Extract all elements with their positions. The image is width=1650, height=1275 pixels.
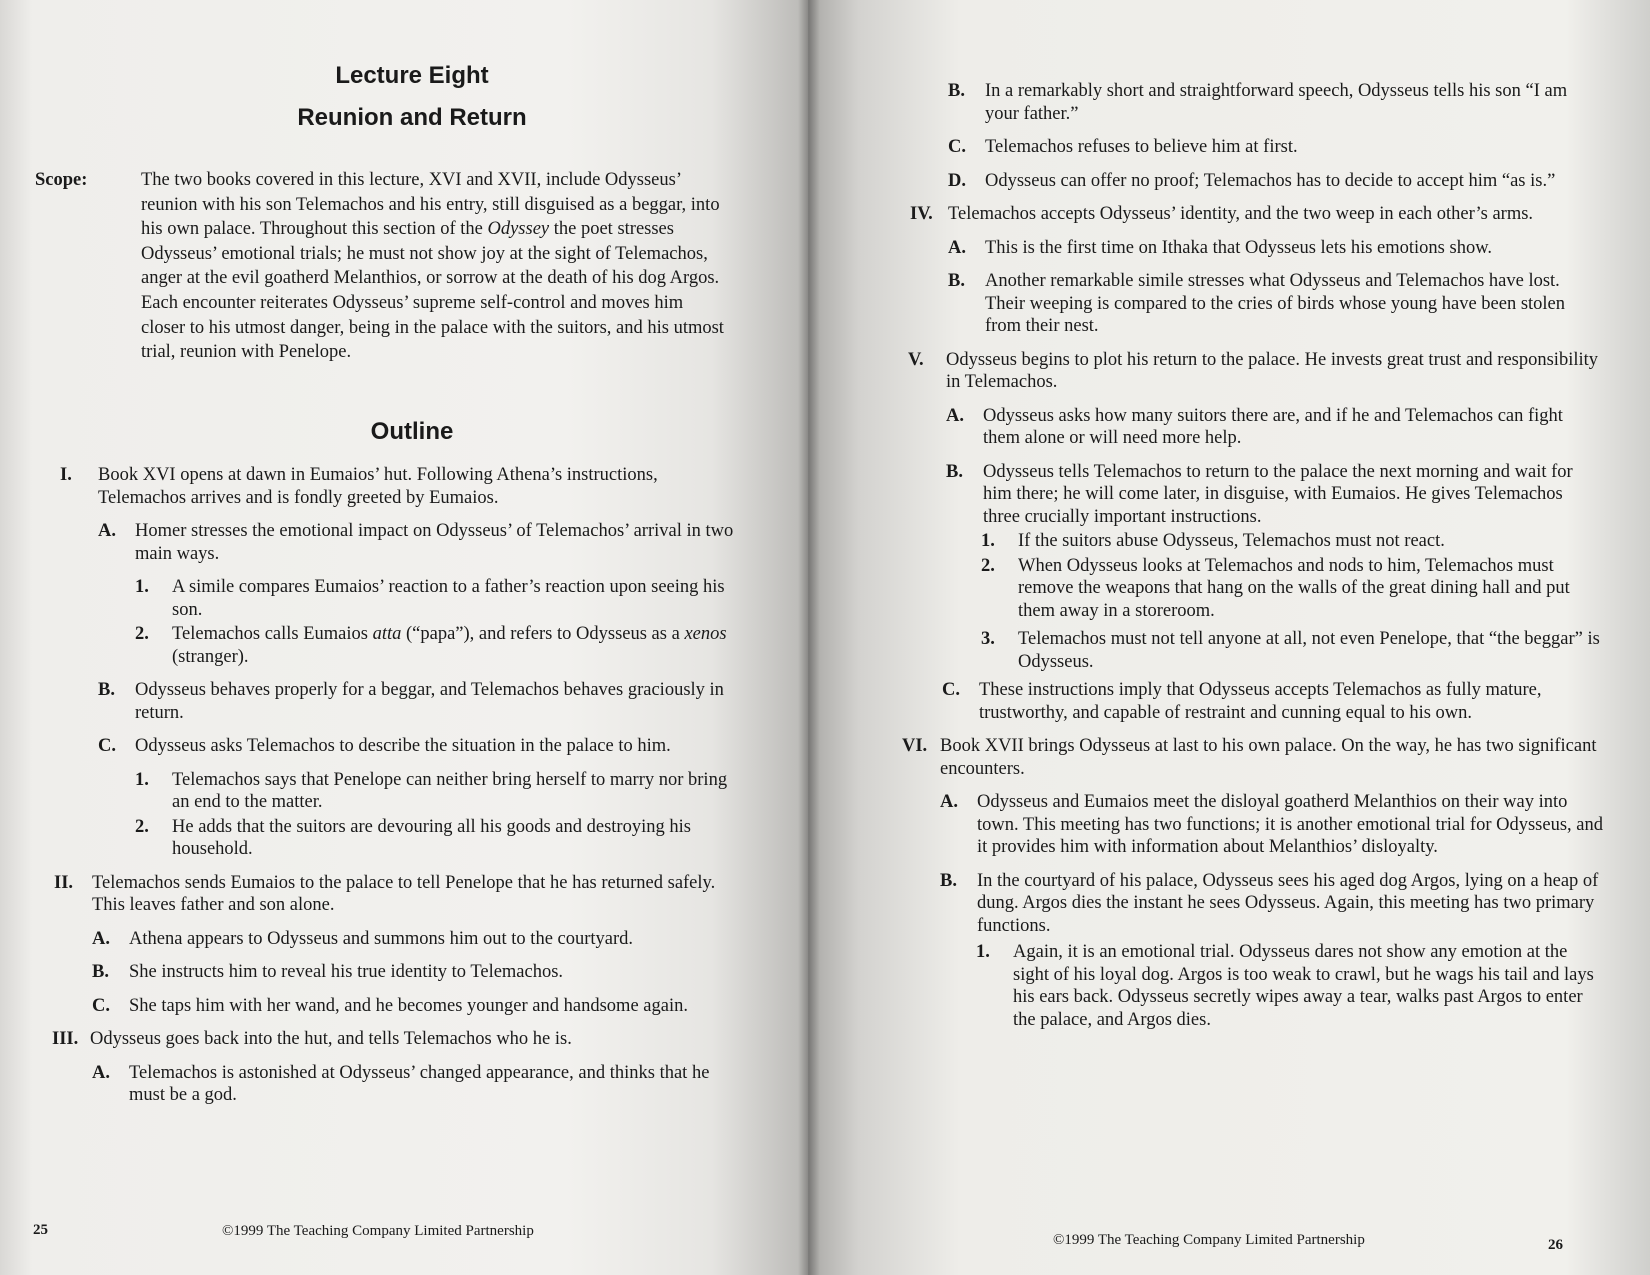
- outline-mark: A.: [92, 1062, 110, 1083]
- outline-text: Odysseus can offer no proof; Telemachos has to decide to accept him “as is.”: [985, 170, 1556, 191]
- outline-mark: D.: [948, 170, 966, 191]
- outline-item-V-B-1: [981, 530, 1603, 553]
- outline-item-III: [52, 1028, 740, 1051]
- outline-text: Odysseus tells Telemachos to return to the palace the next morning and wait for him there; he will come later, in disguise, with Eumaios. He gives Telemachos three crucially important instructions.: [983, 461, 1573, 527]
- outline-text: Book XVII brings Odysseus at last to his own palace. On the way, he has two significant encounters.: [940, 736, 1597, 779]
- outline-mark: C.: [98, 736, 116, 756]
- outline-item-III-D: [948, 170, 1603, 193]
- outline-item-V-C: [942, 679, 1603, 724]
- outline-item-IV-A: [948, 237, 1603, 260]
- scope-section: [35, 168, 725, 365]
- outline-text: Odysseus asks Telemachos to describe the situation in the palace to him.: [135, 736, 671, 756]
- outline-text: Telemachos calls Eumaios atta (“papa”), and refers to Odysseus as a xenos (stranger).: [172, 624, 727, 667]
- scope-label: Scope:: [35, 170, 88, 190]
- outline-mark: I.: [60, 465, 72, 485]
- outline-item-I-B: [98, 679, 740, 724]
- outline-mark: 2.: [135, 624, 149, 644]
- outline-mark: A.: [92, 928, 110, 949]
- outline-text: Odysseus asks how many suitors there are, and if he and Telemachos can fight them alone or will need more help.: [983, 405, 1563, 448]
- outline-mark: B.: [948, 81, 965, 101]
- outline-item-I-C: [98, 735, 740, 758]
- outline-mark: A.: [946, 405, 964, 426]
- outline-text: In the courtyard of his palace, Odysseus sees his aged dog Argos, lying on a heap of dung. Argos dies the instant he sees Odysseus. Again, this meeting has two primary functions.: [977, 870, 1599, 936]
- outline-text: Telemachos accepts Odysseus’ identity, and the two weep in each other’s arms.: [948, 204, 1534, 224]
- outline-mark: V.: [908, 349, 924, 370]
- outline-item-I-A: [98, 520, 740, 565]
- outline-text: Homer stresses the emotional impact on Odysseus’ of Telemachos’ arrival in two main ways.: [135, 521, 734, 564]
- outline-item-VI: [902, 735, 1603, 780]
- left-outline: [52, 464, 740, 1107]
- outline-mark: B.: [98, 680, 115, 700]
- outline-item-V-B-2: [981, 555, 1603, 623]
- outline-mark: C.: [948, 137, 966, 157]
- scope-text: The two books covered in this lecture, XVI and XVII, include Odysseus’ reunion with his son Telemachos and his entry, still disguised as a beggar, into his own palace. Throughout this section of the Odyssey the poet stresses Odysseus’ emotional trials; he must not show joy at the sight of Telemachos, anger at the evil goatherd Melanthios, or sorrow at the death of his dog Argos. Each encounter reiterates Odysseus’ supreme self-control and moves him closer to his utmost danger, being in the palace with the suitors, and his utmost trial, reunion with Penelope.: [141, 170, 724, 363]
- outline-item-V-B: [946, 461, 1603, 529]
- outline-text: If the suitors abuse Odysseus, Telemachos must not react.: [1018, 531, 1445, 551]
- right-outline: [902, 80, 1603, 1031]
- outline-item-I: [60, 464, 740, 509]
- outline-mark: 1.: [981, 531, 995, 551]
- page-number: 25: [33, 1222, 48, 1238]
- outline-item-II-B: [92, 961, 740, 984]
- copyright-footer: ©1999 The Teaching Company Limited Partnership: [222, 1223, 534, 1239]
- outline-item-VI-B: [940, 870, 1603, 938]
- outline-text: She taps him with her wand, and he becomes younger and handsome again.: [129, 995, 688, 1016]
- outline-mark: 1.: [135, 577, 149, 597]
- outline-text: Odysseus begins to plot his return to the palace. He invests great trust and responsibility in Telemachos.: [946, 349, 1599, 392]
- outline-mark: C.: [92, 995, 110, 1016]
- outline-item-V-A: [946, 405, 1603, 450]
- outline-text: Athena appears to Odysseus and summons him out to the courtyard.: [129, 928, 634, 949]
- outline-text: This is the first time on Ithaka that Odysseus lets his emotions show.: [985, 237, 1492, 258]
- right-page: [808, 0, 1650, 1275]
- outline-mark: B.: [948, 271, 965, 291]
- outline-item-I-A-2: [135, 623, 740, 668]
- outline-item-IV: [910, 203, 1603, 226]
- outline-text: A simile compares Eumaios’ reaction to a father’s reaction upon seeing his son.: [172, 577, 725, 620]
- outline-mark: III.: [52, 1029, 79, 1049]
- outline-mark: 2.: [135, 816, 149, 837]
- copyright-footer: ©1999 The Teaching Company Limited Partnership: [1053, 1232, 1365, 1248]
- outline-text: In a remarkably short and straightforward speech, Odysseus tells his son “I am your father.”: [985, 81, 1568, 124]
- outline-mark: 2.: [981, 555, 995, 576]
- lecture-subtitle: Reunion and Return: [297, 104, 527, 131]
- outline-text: Telemachos says that Penelope can neither bring herself to marry nor bring an end to the matter.: [172, 769, 728, 812]
- outline-item-VI-A: [940, 791, 1603, 859]
- outline-mark: 1.: [976, 942, 990, 962]
- outline-mark: 3.: [981, 629, 995, 649]
- page-number: 26: [1548, 1237, 1563, 1253]
- outline-heading: Outline: [370, 418, 454, 445]
- outline-mark: A.: [948, 237, 966, 258]
- outline-text: Telemachos refuses to believe him at first.: [985, 137, 1298, 157]
- outline-item-III-C: [948, 136, 1603, 159]
- left-page: [0, 0, 808, 1275]
- outline-mark: B.: [92, 962, 109, 982]
- outline-item-V-B-3: [981, 628, 1603, 673]
- outline-item-I-C-1: [135, 769, 740, 814]
- outline-text: Telemachos sends Eumaios to the palace to tell Penelope that he has returned safely. This leaves father and son alone.: [92, 872, 716, 915]
- outline-item-II-A: [92, 928, 740, 951]
- outline-mark: 1.: [135, 769, 149, 790]
- outline-text: Odysseus and Eumaios meet the disloyal goatherd Melanthios on their way into town. This meeting has two functions; it is another emotional trial for Odysseus, and it provides him with information about Melanthios’ disloyalty.: [977, 792, 1603, 857]
- outline-item-IV-B: [948, 270, 1603, 338]
- outline-item-II-C: [92, 995, 740, 1018]
- outline-text: Odysseus goes back into the hut, and tells Telemachos who he is.: [90, 1029, 572, 1049]
- outline-text: Telemachos must not tell anyone at all, not even Penelope, that “the beggar” is Odysseus.: [1018, 629, 1600, 672]
- outline-item-III-A: [92, 1062, 740, 1107]
- outline-mark: IV.: [910, 204, 933, 224]
- outline-text: Odysseus behaves properly for a beggar, and Telemachos behaves graciously in return.: [135, 680, 724, 723]
- outline-mark: A.: [940, 792, 958, 812]
- outline-mark: C.: [942, 680, 960, 700]
- outline-item-I-C-2: [135, 816, 740, 861]
- outline-text: These instructions imply that Odysseus accepts Telemachos as fully mature, trustworthy, and capable of restraint and cunning equal to his own.: [979, 680, 1542, 723]
- outline-text: When Odysseus looks at Telemachos and nods to him, Telemachos must remove the weapons that hang on the walls of the great dining hall and put them away in a storeroom.: [1018, 555, 1570, 621]
- outline-item-VI-B-1: [976, 941, 1603, 1031]
- outline-text: Telemachos is astonished at Odysseus’ changed appearance, and thinks that he must be a god.: [129, 1062, 710, 1105]
- outline-text: Again, it is an emotional trial. Odysseus dares not show any emotion at the sight of his loyal dog. Argos is too weak to crawl, but he wags his tail and lays his ears back. Odysseus secretly wipes away a tear, walks past Argos to enter the palace, and Argos dies.: [1013, 942, 1594, 1030]
- outline-text: Book XVI opens at dawn in Eumaios’ hut. Following Athena’s instructions, Telemachos arrives and is fondly greeted by Eumaios.: [98, 465, 658, 508]
- outline-item-II: [54, 872, 740, 917]
- lecture-title: Lecture Eight: [335, 62, 489, 89]
- outline-item-III-B: [948, 80, 1603, 125]
- outline-item-I-A-1: [135, 576, 740, 621]
- outline-mark: B.: [946, 461, 963, 482]
- outline-mark: II.: [54, 872, 74, 893]
- outline-mark: A.: [98, 521, 116, 541]
- outline-mark: B.: [940, 870, 957, 891]
- outline-item-V: [908, 349, 1603, 394]
- outline-text: She instructs him to reveal his true identity to Telemachos.: [129, 962, 564, 982]
- outline-text: Another remarkable simile stresses what Odysseus and Telemachos have lost. Their weeping is compared to the cries of birds whose young have been stolen from their nest.: [985, 271, 1566, 336]
- outline-mark: VI.: [902, 736, 928, 756]
- outline-text: He adds that the suitors are devouring all his goods and destroying his household.: [172, 816, 691, 859]
